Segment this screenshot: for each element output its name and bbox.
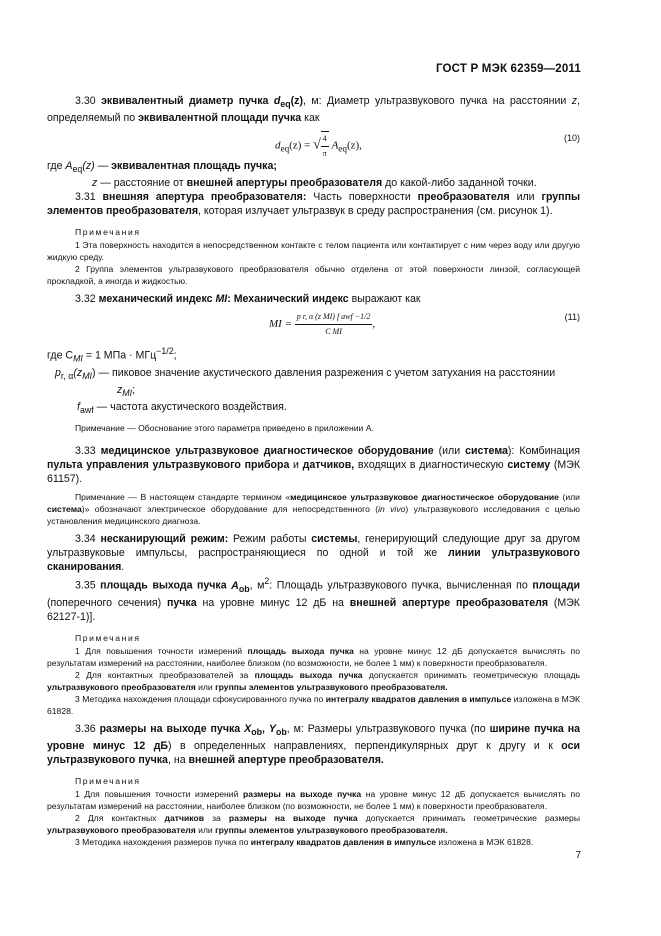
section-3-34: 3.34 несканирующий режим: Режим работы системы, генерирующий следующие друг за другом ультразвуковые импульсы, распространяющиеся по одной и той же линии ультразвукового сканирования. [47,533,581,574]
section-3-32: 3.32 механический индекс MI: Механический индекс выражают как [75,293,421,306]
section-3-33: 3.33 медицинское ультразвуковое диагностическое оборудование (или система): Комбинация пульта управления ультразвукового прибора и датчиков, входящих в диагностическую систему (МЭК 61157). [47,445,580,486]
note-1: 1 Эта поверхность находится в непосредственном контакте с телом пациента или контактирует с ним через воду или другую жидкую среду. [47,240,580,263]
where-c-mi: где $C_{MI} = 1$ МПа · МГц$^{-1/2}$; [47,346,177,364]
note-1: 1 Для повышения точности измерений размеры на выходе пучка на уровне минус 12 дБ допускается вычислять по результатам измерений на расстоянии, наиболее близком (по возможности, не более 1 мм) к поверхности преобразователя. [47,788,580,811]
where-f: $f_{awf}$ — частота акустического воздействия. [77,401,287,416]
document-body [47,94,580,848]
note-2: 2 Группа элементов ультразвукового преобразователя обычно отделена от этой поверхности линзой, согласующей прокладкой, а иногда и жидкостью. [47,264,580,287]
section-number: 3.30 [75,95,96,107]
section-3-30 [47,94,580,125]
note-1: 1 Для повышения точности измерений площадь выхода пучка на уровне минус 12 дБ допускается вычислять по результатам измерений на расстоянии, наиболее близком (по возможности, не более 1 мм) к поверхности преобразователя. [47,645,580,668]
where-clause-z: z — расстояние от внешней апертуры преобразователя до какой-либо заданной точки. [92,177,537,190]
where-clause: где $A_{eq}(z)$ — эквивалентная площадь пучка; [47,160,277,175]
formula-11 [47,306,580,344]
term-ref: эквивалентной площади пучка [138,112,302,125]
term: эквивалентный диаметр пучка [101,95,269,107]
note-2: 2 Для контактных датчиков за размеры на выходе пучка допускается принимать геометрические размеры ультразвукового преобразователя или группы элементов ультразвукового преобразователя. [47,812,580,835]
standard-header: ГОСТ Р МЭК 62359—2011 [435,63,581,75]
symbol-sub: eq [280,99,291,110]
where-p: $p_{r, \alpha}(z_{MI})$ — пиковое значение акустического давления разрежения с учетом затухания на расстоянии [55,366,556,381]
equation-number: (10) [563,133,580,144]
where-z-mi: $z_{MI}$; [117,383,136,399]
formula-10 [47,125,580,159]
note-3: 3 Методика нахождения площади сфокусированного пучка по интегралу квадратов давления в импульсе изложена в МЭК 61828. [47,693,580,716]
notes-heading: Примечания [75,775,141,786]
note-3-33: Примечание — В настоящем стандарте термином «медицинское ультразвуковое диагностическое оборудование (или система)» обозначают электрическое оборудование для непосредственного (in vivo) ультразвукового исследования с целью установления медицинского диагноза. [47,492,580,527]
notes-heading: Примечания [75,632,141,643]
symbol-arg: (z) [290,95,303,107]
formula-expression: $d_{eq}(z)$ = √ $\frac{4}{\pi}$ $A_{eq}(z)$, [275,131,362,161]
page-number: 7 [575,850,581,861]
text: , определяемый по [47,95,581,125]
section-3-31: 3.31 внешняя апертура преобразователя: Часть поверхности преобразователя или группы элементов преобразователя, которая излучает ультразвук в среду распространения (см. рисунок 1). [47,191,581,218]
note-3-32: Примечание — Обоснование этого параметра приведено в приложении А. [75,423,374,434]
notes-heading: Примечания [75,227,141,238]
text: , м: Диаметр ультразвукового пучка на расстоянии [303,95,567,107]
formula-expression: MI = $\frac{\text{p r, α (z MI) f awf −1/2}}{\text{C MI}}$ , [269,312,376,337]
section-3-36: 3.36 размеры на выходе пучка $X_{ob}$, $Y_{ob}$, м: Размеры ультразвукового пучка (по ширине пучка на уровне минус 12 дБ) в определенных направлениях, перпендикулярных друг к другу и к оси ультразвукового пучка, на внешней апертуре преобразователя. [47,722,580,766]
note-3: 3 Методика нахождения размеров пучка по интегралу квадратов давления в импульсе изложена в МЭК 61828. [75,836,534,847]
section-3-35: 3.35 площадь выхода пучка $A_{ob}$, $м^2$: Площадь ультразвукового пучка, вычисленная по площади (поперечного сечения) пучка на уровне минус 12 дБ на внешней апертуре преобразователя (МЭК 62127-1)]. [47,576,580,623]
var-z: z [571,95,578,107]
text: как [301,112,320,125]
symbol: d [273,95,281,107]
note-2: 2 Для контактных преобразователей за площадь выхода пучка допускается принимать геометрическую площадь ультразвукового преобразователя или группы элементов ультразвукового преобразователя. [47,669,580,692]
equation-number: (11) [564,312,580,323]
